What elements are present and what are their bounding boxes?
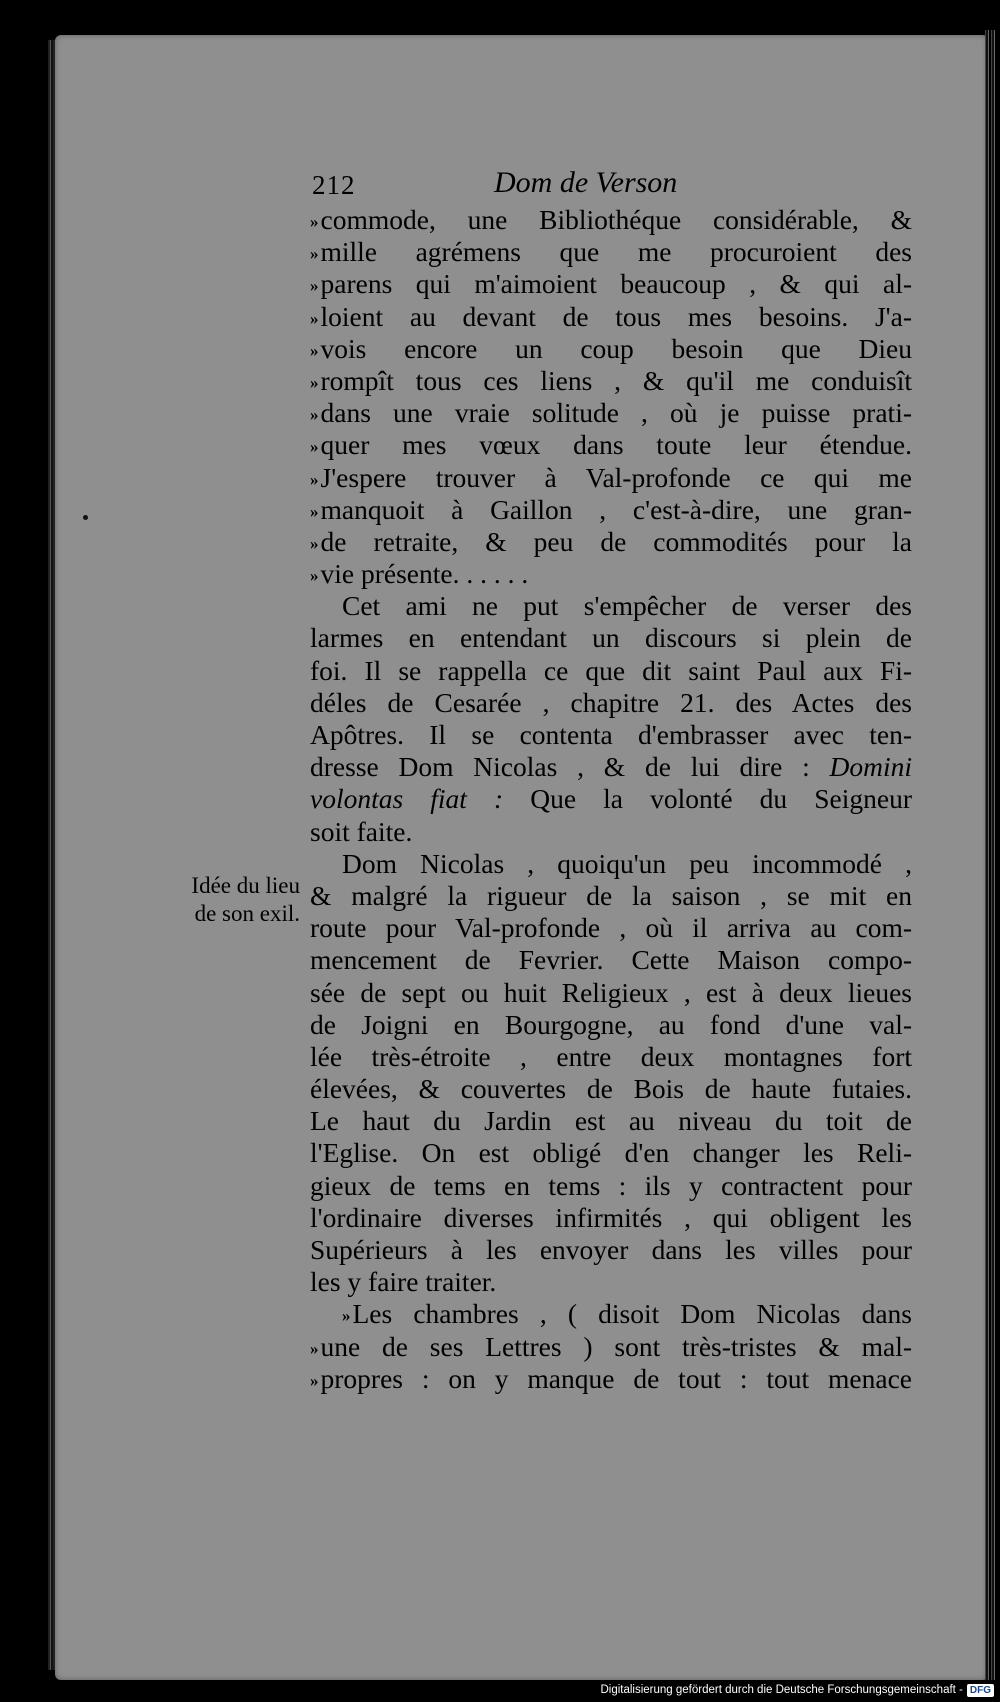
line-text: mille agrémens que me procuroient des: [320, 236, 912, 268]
text-line: [310, 687, 912, 719]
line-text: élevées, & couvertes de Bois de haute futaies.: [310, 1073, 912, 1105]
text-line: [310, 783, 912, 815]
line-text: propres : on y manque de tout : tout menace: [320, 1362, 912, 1394]
line-text: déles de Cesarée , chapitre 21. des Actes des: [310, 686, 912, 718]
dfg-logo: DFG: [967, 1684, 994, 1697]
line-text: J'espere trouver à Val-profonde ce qui me: [320, 461, 912, 493]
line-text: Le haut du Jardin est au niveau du toit de: [310, 1105, 912, 1137]
text-line: [310, 848, 912, 880]
quotation-mark: »: [310, 566, 319, 586]
text-line: [310, 880, 912, 912]
body-text: [310, 204, 912, 1395]
text-line: [310, 494, 912, 526]
quotation-mark: »: [310, 501, 319, 521]
quotation-mark: »: [310, 308, 319, 328]
text-line: [310, 1105, 912, 1137]
line-text: l'Eglise. On est obligé d'en changer les Reli-: [310, 1137, 912, 1169]
line-text: & malgré la rigueur de la saison , se mit en: [310, 879, 912, 911]
text-line: [310, 1331, 912, 1363]
text-line: [310, 1266, 912, 1298]
line-text: loient au devant de tous mes besoins. J'a-: [320, 300, 912, 332]
quotation-mark: »: [310, 1338, 319, 1358]
text-line: [310, 204, 912, 236]
line-text: Cet ami ne put s'empêcher de verser des: [342, 590, 912, 622]
line-text: vois encore un coup besoin que Dieu: [320, 332, 912, 364]
quotation-mark: »: [310, 212, 319, 231]
line-text: dans une vraie solitude , où je puisse prati-: [320, 397, 912, 429]
line-text: lée très-étroite , entre deux montagnes fort: [310, 1040, 912, 1072]
quotation-mark: »: [310, 340, 319, 360]
line-text: foi. Il se rappella ce que dit saint Paul aux Fi-: [310, 654, 912, 686]
margin-note-line: Idée du lieu: [191, 873, 300, 898]
text-line: [310, 429, 912, 461]
text-line: [310, 944, 912, 976]
text-line: [310, 1137, 912, 1169]
quotation-mark: »: [342, 1306, 351, 1326]
text-line: [310, 655, 912, 687]
line-text: sée de sept ou huit Religieux , est à deux lieues: [310, 976, 912, 1008]
text-line: [310, 558, 912, 590]
line-text: les y faire traiter.: [310, 1266, 497, 1298]
line-text: vie présente. . . . . .: [320, 558, 529, 590]
text-line: [310, 1298, 912, 1330]
text-line: [310, 236, 912, 268]
text-line: [310, 462, 912, 494]
line-text: quer mes vœux dans toute leur étendue.: [320, 429, 912, 461]
line-text: gieux de tems en tems : ils y contractent pour: [310, 1169, 912, 1201]
quotation-mark: »: [310, 405, 319, 425]
text-line: [310, 1041, 912, 1073]
text-line: [310, 1363, 912, 1395]
line-text: Apôtres. Il se contenta d'embrasser avec ten-: [310, 719, 912, 750]
book-fore-edge: [985, 30, 995, 1680]
margin-note-line: de son exil.: [194, 901, 300, 926]
text-line: [310, 1073, 912, 1105]
text-line: [310, 751, 912, 783]
line-text: Que la volonté du Seigneur: [503, 783, 912, 815]
text-line: [310, 397, 912, 429]
text-line: [310, 1170, 912, 1202]
quotation-mark: »: [310, 1370, 319, 1390]
line-text: une de ses Lettres ) sont très-tristes & mal-: [320, 1330, 912, 1362]
line-text: Dom Nicolas , quoiqu'un peu incommodé ,: [342, 847, 912, 879]
running-title: Dom de Verson: [494, 166, 678, 199]
digitization-footer: [600, 1682, 994, 1698]
text-line: [310, 1009, 912, 1041]
quotation-mark: »: [310, 244, 319, 264]
text-line: [310, 719, 912, 751]
quotation-mark: »: [310, 372, 319, 392]
line-text: l'ordinaire diverses infirmités , qui obligent les: [310, 1201, 912, 1233]
margin-note: [140, 872, 300, 928]
quotation-mark: »: [310, 276, 319, 296]
text-line: [310, 268, 912, 300]
text-line: [310, 590, 912, 622]
line-text: commode, une Bibliothéque considérable, &: [320, 204, 912, 235]
text-line: [310, 977, 912, 1009]
text-line: [310, 912, 912, 944]
text-line: [310, 816, 912, 848]
quotation-mark: »: [310, 533, 319, 553]
line-text: Supérieurs à les envoyer dans les villes pour: [310, 1234, 912, 1265]
line-text: dresse Dom Nicolas , & de lui dire :: [310, 751, 830, 783]
line-text: rompît tous ces liens , & qu'il me conduisît: [320, 364, 912, 396]
line-text: route pour Val-profonde , où il arriva au com-: [310, 912, 912, 944]
italic-text: Domini: [829, 751, 912, 783]
line-text: mencement de Fevrier. Cette Maison compo-: [310, 944, 912, 976]
text-line: [310, 365, 912, 397]
ink-speck: [83, 515, 88, 520]
text-line: [310, 622, 912, 654]
footer-credit: Digitalisierung gefördert durch die Deutsche Forschungsgemeinschaft -: [600, 1684, 963, 1696]
page-number: 212: [312, 170, 356, 200]
line-text: manquoit à Gaillon , c'est-à-dire, une gran-: [320, 493, 912, 525]
quotation-mark: »: [310, 469, 319, 489]
line-text: larmes en entendant un discours si plein de: [310, 622, 912, 654]
line-text: de Joigni en Bourgogne, au fond d'une val-: [310, 1008, 912, 1040]
line-text: soit faite.: [310, 815, 413, 847]
italic-text: volontas fiat :: [310, 783, 504, 815]
text-line: [310, 333, 912, 365]
line-text: de retraite, & peu de commodités pour la: [320, 525, 912, 557]
line-text: parens qui m'aimoient beaucoup , & qui al-: [320, 268, 912, 300]
quotation-mark: »: [310, 437, 319, 457]
text-line: [310, 301, 912, 333]
text-line: [310, 1234, 912, 1266]
text-line: [310, 526, 912, 558]
text-line: [310, 1202, 912, 1234]
line-text: Les chambres , ( disoit Dom Nicolas dans: [352, 1298, 912, 1330]
